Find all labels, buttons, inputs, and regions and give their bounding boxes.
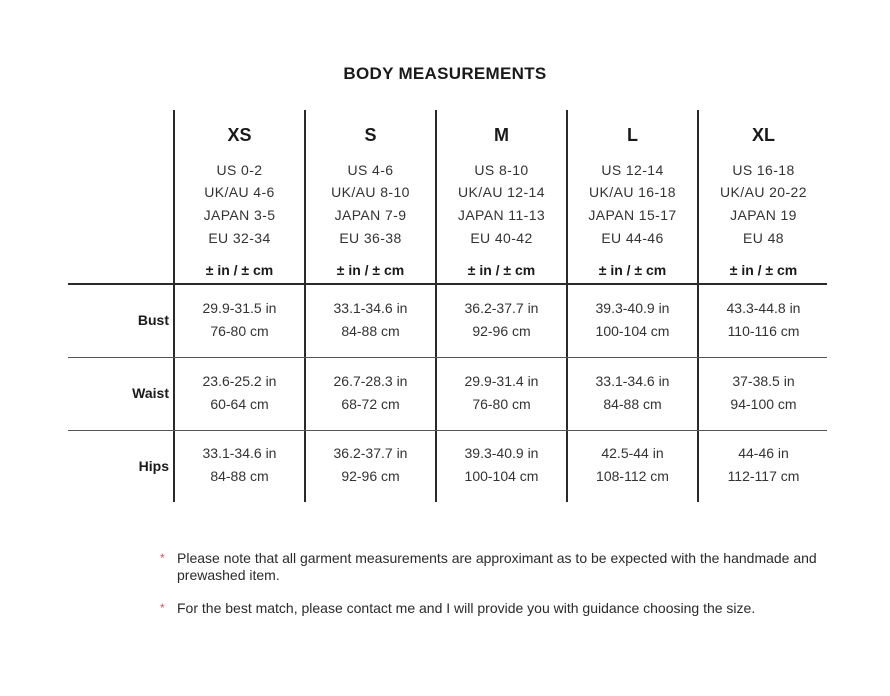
size-japan: JAPAN 11-13 — [457, 207, 546, 223]
table-cell — [305, 297, 436, 343]
page-title: BODY MEASUREMENTS — [343, 64, 547, 83]
cell-cm: 100-104 cm — [464, 468, 539, 484]
cell-cm: 112-117 cm — [727, 468, 800, 484]
asterisk-icon: * — [160, 601, 165, 615]
cell-inches: 23.6-25.2 in — [202, 373, 277, 389]
size-uk-au: UK/AU 8-10 — [331, 184, 410, 200]
cell-inches: 33.1-34.6 in — [333, 300, 408, 316]
unit-label: ± in / ± cm — [205, 262, 274, 278]
cell-cm: 110-116 cm — [727, 323, 800, 339]
size-japan: JAPAN 7-9 — [334, 207, 407, 223]
table-cell — [436, 297, 567, 343]
note-approximate — [160, 550, 817, 584]
cell-cm: 92-96 cm — [341, 468, 400, 484]
cell-cm: 92-96 cm — [472, 323, 531, 339]
size-name: XS — [227, 125, 252, 145]
grid-row-divider — [68, 357, 827, 358]
cell-cm: 60-64 cm — [210, 396, 269, 412]
cell-inches: 33.1-34.6 in — [202, 445, 277, 461]
cell-cm: 84-88 cm — [603, 396, 662, 412]
cell-cm: 100-104 cm — [595, 323, 670, 339]
size-eu: EU 40-42 — [470, 230, 533, 246]
unit-label: ± in / ± cm — [467, 262, 536, 278]
size-eu: EU 48 — [743, 230, 784, 246]
size-column-xl — [698, 0, 829, 290]
size-japan: JAPAN 3-5 — [203, 207, 276, 223]
cell-cm: 84-88 cm — [210, 468, 269, 484]
cell-inches: 37-38.5 in — [732, 373, 795, 389]
cell-cm: 76-80 cm — [210, 323, 269, 339]
size-name: XL — [751, 125, 775, 145]
cell-inches: 44-46 in — [738, 445, 789, 461]
size-us: US 0-2 — [216, 162, 263, 178]
table-cell — [305, 442, 436, 488]
size-column-l — [567, 0, 698, 290]
cell-inches: 36.2-37.7 in — [464, 300, 539, 316]
grid-row-divider — [68, 430, 827, 431]
note-contact — [160, 600, 817, 617]
size-uk-au: UK/AU 4-6 — [204, 184, 275, 200]
table-cell — [174, 442, 305, 488]
row-label-bust: Bust — [137, 312, 169, 328]
cell-cm: 68-72 cm — [341, 396, 400, 412]
cell-inches: 29.9-31.5 in — [202, 300, 277, 316]
size-column-xs — [174, 0, 305, 290]
row-label-hips: Hips — [138, 458, 169, 474]
size-uk-au: UK/AU 16-18 — [589, 184, 676, 200]
size-eu: EU 32-34 — [208, 230, 271, 246]
unit-label: ± in / ± cm — [336, 262, 405, 278]
size-japan: JAPAN 19 — [730, 207, 797, 223]
table-cell — [698, 297, 829, 343]
size-eu: EU 36-38 — [339, 230, 402, 246]
size-us: US 12-14 — [601, 162, 664, 178]
unit-label: ± in / ± cm — [598, 262, 667, 278]
size-us: US 4-6 — [347, 162, 394, 178]
table-cell — [698, 370, 829, 416]
table-cell — [567, 370, 698, 416]
cell-cm: 76-80 cm — [472, 396, 531, 412]
size-eu: EU 44-46 — [601, 230, 664, 246]
size-name: L — [627, 125, 638, 145]
cell-inches: 29.9-31.4 in — [464, 373, 539, 389]
size-uk-au: UK/AU 20-22 — [720, 184, 807, 200]
cell-inches: 36.2-37.7 in — [333, 445, 408, 461]
cell-cm: 94-100 cm — [730, 396, 797, 412]
cell-inches: 33.1-34.6 in — [595, 373, 670, 389]
table-cell — [436, 442, 567, 488]
size-name: M — [494, 125, 509, 145]
table-cell — [305, 370, 436, 416]
size-japan: JAPAN 15-17 — [588, 207, 677, 223]
size-column-m — [436, 0, 567, 290]
cell-inches: 43.3-44.8 in — [726, 300, 801, 316]
table-cell — [567, 297, 698, 343]
table-cell — [174, 370, 305, 416]
table-cell — [567, 442, 698, 488]
cell-inches: 39.3-40.9 in — [464, 445, 539, 461]
cell-cm: 108-112 cm — [596, 468, 669, 484]
size-column-s — [305, 0, 436, 290]
unit-label: ± in / ± cm — [729, 262, 798, 278]
size-us: US 16-18 — [732, 162, 795, 178]
table-cell — [698, 442, 829, 488]
table-cell — [174, 297, 305, 343]
note-text: Please note that all garment measurements are approximant as to be expected with the handmade and prewashed item. — [177, 550, 817, 583]
size-name: S — [364, 125, 377, 145]
row-label-waist: Waist — [132, 385, 169, 401]
size-uk-au: UK/AU 12-14 — [458, 184, 545, 200]
note-text: For the best match, please contact me and I will provide you with guidance choosing the size. — [177, 600, 756, 616]
asterisk-icon: * — [160, 551, 165, 565]
cell-inches: 42.5-44 in — [601, 445, 664, 461]
cell-inches: 39.3-40.9 in — [595, 300, 670, 316]
table-cell — [436, 370, 567, 416]
cell-cm: 84-88 cm — [341, 323, 400, 339]
size-us: US 8-10 — [474, 162, 529, 178]
cell-inches: 26.7-28.3 in — [333, 373, 408, 389]
